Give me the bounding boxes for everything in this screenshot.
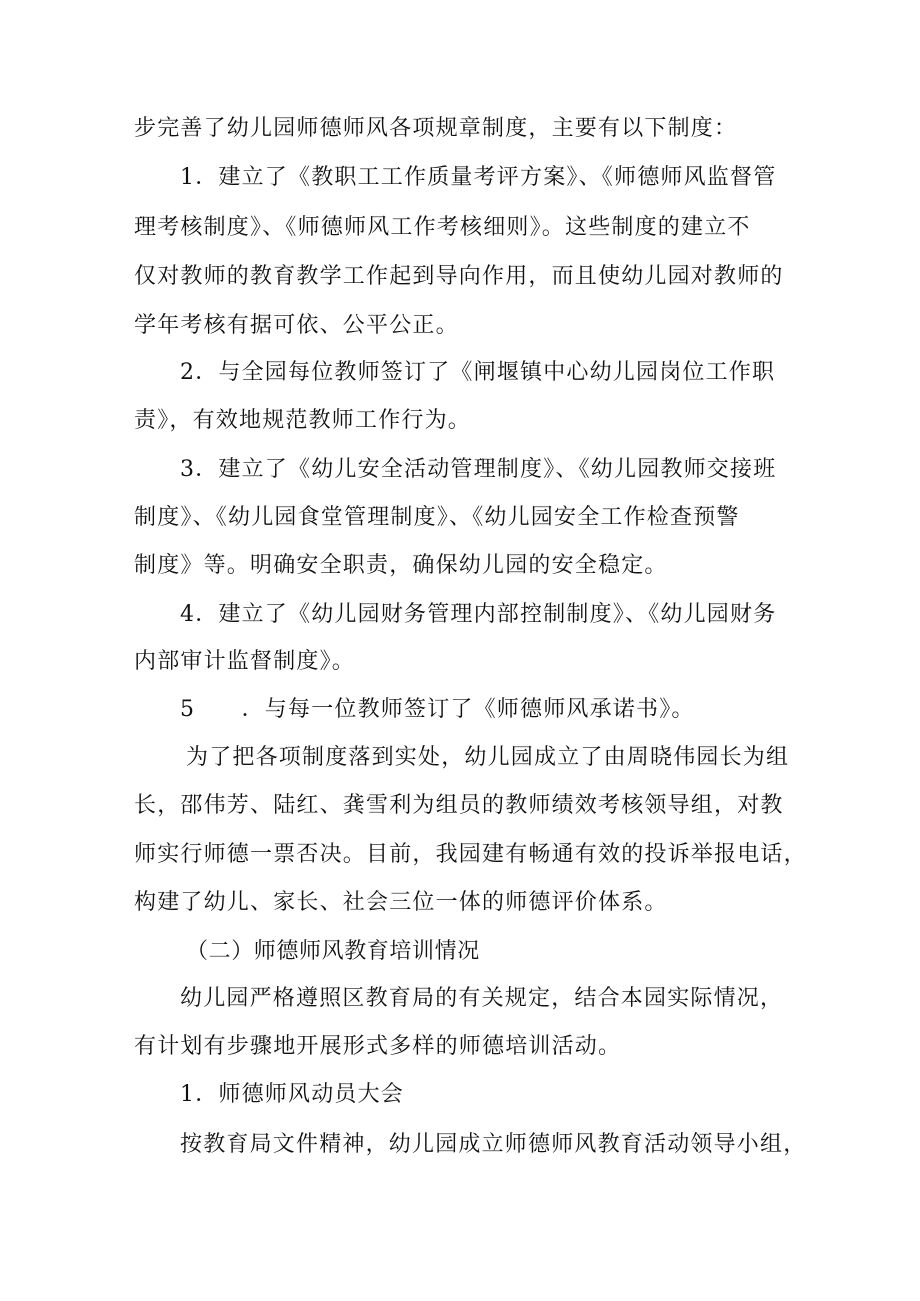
text-line: 理考核制度》、《师德师风工作考核细则》。这些制度的建立不 [134,215,751,240]
text-line: 按教育局文件精神，幼儿园成立师德师风教育活动领导小组， [180,1132,807,1157]
section-heading: （二）师德师风教育培训情况 [186,939,480,964]
text-line: 为了把各项制度落到实处，幼儿园成立了由周晓伟园长为组 [186,745,790,770]
text-line: 责》，有效地规范教师工作行为。 [134,408,472,433]
text-line: 2．与全园每位教师签订了《闸堰镇中心幼儿园岗位工作职 [180,360,776,385]
text-line: 内部审计监督制度》。 [134,649,356,674]
text-line: 4．建立了《幼儿园财务管理内部控制制度》、《幼儿园财务 [180,602,777,627]
text-line: 仅对教师的教育教学工作起到导向作用，而且使幼儿园对教师的 [134,264,784,289]
text-line: 学年考核有据可依、公平公正。 [134,313,459,338]
text-line: 制度》等。明确安全职责，确保幼儿园的安全稳定。 [134,553,668,578]
text-line: 幼儿园严格遵照区教育局的有关规定，结合本园实际情况， [180,986,784,1011]
text-line: 师实行师德一票否决。目前，我园建有畅通有效的投诉举报电话， [134,842,807,867]
text-line: 步完善了幼儿园师德师风各项规章制度，主要有以下制度： [134,116,738,141]
text-line: 制度》、《幼儿园食堂管理制度》、《幼儿园安全工作检查预警 [134,505,740,530]
text-line: 5 ．与每一位教师签订了《师德师风承诺书》。 [180,697,695,722]
text-line: 1．建立了《教职工工作质量考评方案》、《师德师风监督管 [180,165,777,190]
text-line: 长，邵伟芳、陆红、龚雪利为组员的教师绩效考核领导组，对教 [134,793,784,818]
text-line: 构建了幼儿、家长、社会三位一体的师德评价体系。 [134,890,668,915]
text-line: 3．建立了《幼儿安全活动管理制度》、《幼儿园教师交接班 [180,457,777,482]
text-line: 1．师德师风动员大会 [180,1082,404,1107]
text-line: 有计划有步骤地开展形式多样的师德培训活动。 [134,1034,622,1059]
